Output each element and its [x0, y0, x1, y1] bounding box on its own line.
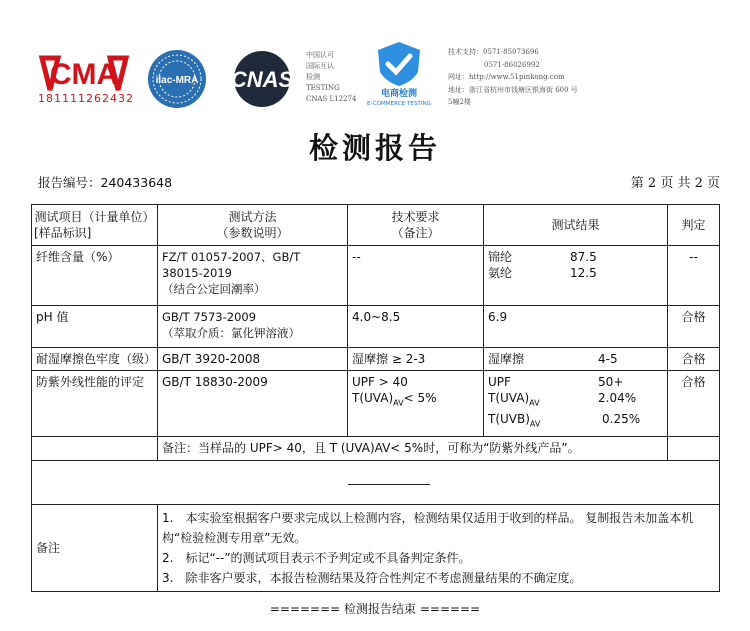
header-judge: 判定 [668, 205, 720, 246]
cnas-text: CNAS [230, 67, 294, 92]
contact-info: 技术支持：0571-85073696 0571-86026992 网址：http://www.51pinkong.com 地址：浙江省杭州市钱塘区银海街 600 号 5幢2楼 [448, 48, 578, 107]
table-row: pH 值 GB/T 7573-2009 （萃取介质：氯化钾溶液） 4.0~8.5 6.9 合格 [32, 306, 720, 348]
ilac-text: ilac-MRA [155, 75, 199, 86]
report-number: 报告编号：240433648 [38, 175, 173, 190]
ec-title: 电商检测 [380, 89, 418, 99]
cnas-logo [220, 50, 304, 108]
divider-line [348, 484, 430, 485]
remarks-row [32, 504, 720, 591]
remarks-label: 备注 [32, 504, 158, 591]
cnas-info: 中国认可 国际互认 检测 TESTING CNAS L12274 [306, 51, 357, 103]
cma-text: CMA [49, 58, 119, 91]
remark-2: 2. 标记“--”的测试项目表示不予判定或不具备判定条件。 [162, 550, 471, 565]
cma-number: 181111262432 [38, 92, 134, 105]
header-method: 测试方法 （参数说明） [158, 205, 348, 246]
table-row: 纤维含量（%） FZ/T 01057-2007、GB/T 38015-2019 （结合公定回潮率） -- 锦纶 87.5 氨纶 12.5 -- [32, 246, 720, 306]
table-row: 防紫外线性能的评定 GB/T 18830-2009 UPF > 40 $T(UVA)_{AV}< 5\%$ UPF 50+ $T(UVA)_{AV}$ 2.04% $T(UVB)_{AV}$ 0.25% 合格 [32, 371, 720, 437]
ec-subtitle: E-COMMERCE TESTING [367, 101, 431, 107]
page-number: 第 2 页 共 2 页 [630, 176, 720, 191]
blank-row [32, 460, 720, 504]
ups-note: 备注：当样品的 UPF> 40，且 T (UVA)AV< 5%时，可称为“防紫外线产品”。 [158, 436, 668, 460]
remark-3: 3. 除非客户要求，本报告检测结果及符合性判定不考虑测量结果的不确定度。 [162, 570, 582, 585]
ecommerce-testing-logo [360, 38, 438, 108]
note-row [32, 436, 720, 460]
ilac-mra-logo [146, 48, 208, 110]
report-title: 检测报告 [308, 131, 441, 165]
header-item: 测试项目（计量单位） [样品标识] [32, 205, 158, 246]
report-end: ======= 检测报告结束 ====== [269, 602, 481, 616]
table-header-row [32, 205, 720, 246]
header-requirement: 技术要求 （备注） [348, 205, 484, 246]
table-row: 耐湿摩擦色牢度（级） GB/T 3920-2008 湿摩擦 ≥ 2-3 湿摩擦 4-5 合格 [32, 348, 720, 371]
results-table [31, 204, 720, 592]
remark-1: 1. 本实验室根据客户要求完成以上检测内容，检测结果仅适用于收到的样品。 复制报告未加盖本机构“检验检测专用章”无效。 [162, 510, 694, 545]
header-result: 测试结果 [484, 205, 668, 246]
